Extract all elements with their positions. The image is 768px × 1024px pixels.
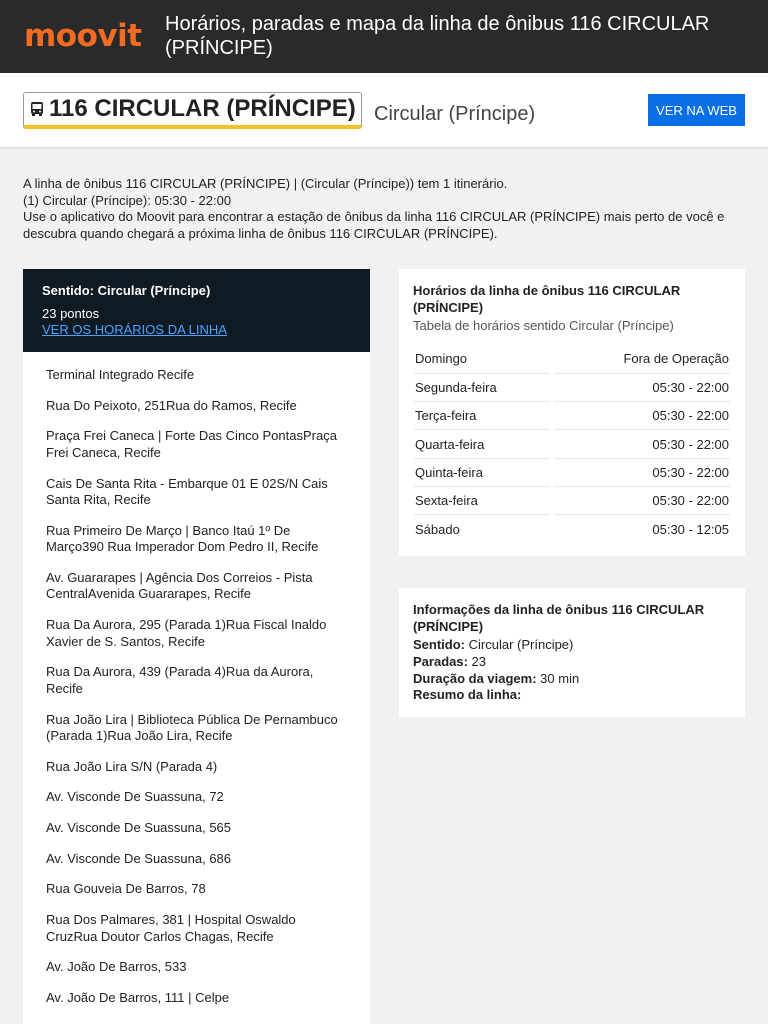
intro-line-2: (1) Circular (Príncipe): 05:30 - 22:00: [23, 192, 232, 208]
day-cell: Domingo: [414, 345, 550, 373]
schedule-table: [414, 345, 730, 543]
info-direction: [413, 637, 731, 654]
day-cell: Sábado: [415, 521, 460, 537]
info-duration-value: 30 min: [540, 670, 580, 686]
time-cell: 05:30 - 22:00: [554, 486, 730, 514]
stop-item[interactable]: Rua Primeiro De Março | Banco Itaú 1º De Março390 Rua Imperador Dom Pedro II, Recife: [46, 522, 319, 555]
stop-item[interactable]: Rua Gouveia De Barros, 78: [46, 881, 206, 897]
moovit-logo[interactable]: moovit: [24, 18, 142, 54]
intro-text: [23, 176, 748, 242]
direction-panel: [23, 269, 370, 352]
bus-icon: [29, 101, 45, 117]
info-block: [413, 637, 731, 704]
direction-title: Sentido: Circular (Príncipe): [42, 283, 211, 298]
table-row: [414, 345, 730, 373]
day-cell: Quinta-feira: [414, 458, 550, 486]
info-direction-value: Circular (Príncipe): [468, 637, 574, 652]
info-duration-label: Duração da viagem:: [413, 670, 537, 686]
table-row: [414, 515, 730, 543]
page-title: Horários, paradas e mapa da linha de ônibus 116 CIRCULAR (PRÍNCIPE): [165, 13, 710, 59]
stop-item[interactable]: Rua Do Peixoto, 251Rua do Ramos, Recife: [46, 397, 297, 413]
stop-item[interactable]: Av. Visconde De Suassuna, 686: [46, 850, 232, 866]
info-summary: [413, 687, 731, 704]
day-cell: Terça-feira: [414, 402, 550, 430]
intro-line-3: Use o aplicativo do Moovit para encontrar a estação de ônibus da linha 116 CIRCULAR (PRÍNCIPE) mais perto de você e descubra quando chegará a próxima linha de ônibus 116 CIRCULAR (PRÍNCIPE).: [23, 209, 725, 241]
stops-list: [23, 352, 370, 1007]
info-stops-label: Paradas:: [413, 653, 468, 669]
table-row: [414, 486, 730, 514]
direction-column: [23, 269, 370, 1024]
time-cell: Fora de Operação: [554, 345, 730, 373]
line-direction: Circular (Príncipe): [374, 103, 536, 125]
day-cell: Quarta-feira: [414, 430, 550, 458]
top-bar: [0, 0, 768, 73]
stops-count: 23 pontos: [42, 306, 100, 321]
stop-item[interactable]: Rua João Lira S/N (Parada 4): [46, 758, 218, 774]
stop-item[interactable]: Av. João De Barros, 533: [46, 959, 187, 975]
time-cell: 05:30 - 22:00: [554, 373, 730, 401]
info-direction-label: Sentido:: [413, 637, 465, 652]
schedule-title: Horários da linha de ônibus 116 CIRCULAR (PRÍNCIPE): [413, 283, 681, 315]
intro-line-1: A linha de ônibus 116 CIRCULAR (PRÍNCIPE) | (Circular (Príncipe)) tem 1 itinerário.: [23, 176, 508, 191]
view-on-web-button[interactable]: VER NA WEB: [648, 94, 745, 126]
time-cell: 05:30 - 22:00: [554, 458, 730, 486]
stop-item[interactable]: Rua João Lira | Biblioteca Pública De Pernambuco (Parada 1)Rua João Lira, Recife: [46, 711, 338, 743]
stop-item[interactable]: Rua Dos Palmares, 381 | Hospital Oswaldo CruzRua Doutor Carlos Chagas, Recife: [46, 912, 296, 944]
stop-item[interactable]: Av. Visconde De Suassuna, 565: [46, 820, 232, 836]
stop-item[interactable]: Cais De Santa Rita - Embarque 01 E 02S/N Cais Santa Rita, Recife: [46, 475, 328, 508]
stop-item[interactable]: Av. João De Barros, 111 | Celpe: [46, 990, 230, 1005]
line-header: [0, 73, 768, 148]
info-card: [399, 588, 745, 717]
info-summary-label: Resumo da linha:: [413, 687, 522, 703]
table-row: [414, 458, 730, 486]
view-schedule-link[interactable]: VER OS HORÁRIOS DA LINHA: [42, 322, 227, 337]
table-row: [414, 430, 730, 458]
info-duration: [413, 671, 731, 688]
stop-item[interactable]: Av. Guararapes | Agência Dos Correios - Pista CentralAvenida Guararapes, Recife: [46, 569, 313, 602]
line-name: 116 CIRCULAR (PRÍNCIPE): [49, 95, 356, 122]
table-row: [414, 373, 730, 401]
stop-item[interactable]: Rua Da Aurora, 439 (Parada 4)Rua da Aurora, Recife: [46, 664, 314, 696]
line-badge: [23, 92, 362, 129]
day-cell: Sexta-feira: [414, 486, 550, 514]
stop-item[interactable]: Av. Visconde De Suassuna, 72: [46, 789, 224, 805]
info-stops: [413, 654, 731, 671]
info-stops-value: 23: [471, 653, 487, 669]
schedule-card: [399, 269, 745, 556]
stop-item[interactable]: Rua Da Aurora, 295 (Parada 1)Rua Fiscal Inaldo Xavier de S. Santos, Recife: [46, 617, 327, 649]
stop-item[interactable]: Praça Frei Caneca | Forte Das Cinco PontasPraça Frei Caneca, Recife: [46, 428, 337, 460]
info-title: Informações da linha de ônibus 116 CIRCULAR (PRÍNCIPE): [413, 602, 705, 634]
time-cell: 05:30 - 22:00: [554, 402, 730, 430]
stop-item[interactable]: Terminal Integrado Recife: [46, 367, 195, 382]
schedule-subtitle: Tabela de horários sentido Circular (Príncipe): [413, 318, 674, 333]
time-cell: 05:30 - 22:00: [554, 430, 730, 458]
time-cell: 05:30 - 12:05: [652, 521, 729, 537]
table-row: [414, 402, 730, 430]
day-cell: Segunda-feira: [414, 373, 550, 401]
